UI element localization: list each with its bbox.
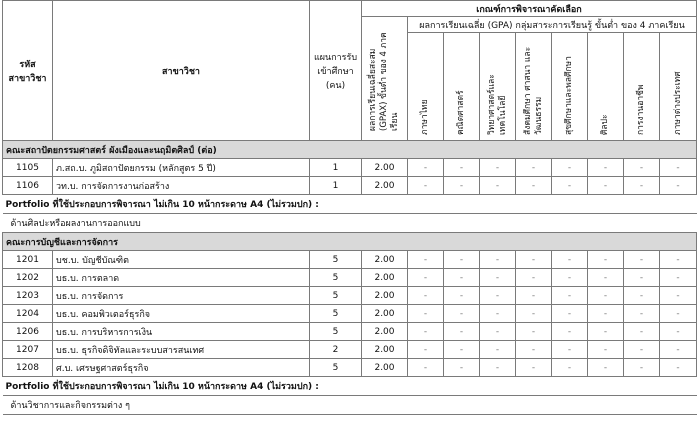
row-gpax: 2.00 (362, 251, 408, 269)
row-gpa-value: - (444, 287, 480, 305)
section-title: คณะการบัญชีและการจัดการ (3, 233, 697, 251)
row-gpa-value: - (552, 323, 588, 341)
row-gpa-value: - (552, 359, 588, 377)
row-code: 1201 (3, 251, 53, 269)
section-title: คณะสถาปัตยกรรมศาสตร์ ผังเมืองและนฤมิตศิลป์ (ต่อ) (3, 141, 697, 159)
row-gpa-value: - (408, 269, 444, 287)
row-gpa-value: - (660, 341, 697, 359)
row-gpa-value: - (660, 251, 697, 269)
row-gpa-value: - (480, 323, 516, 341)
row-gpa-value: - (408, 251, 444, 269)
table-row (3, 177, 697, 195)
row-plan: 2 (310, 341, 362, 359)
row-gpa-value: - (624, 305, 660, 323)
row-major: บธ.บ. การบริหารการเงิน (53, 323, 310, 341)
row-major: บธ.บ. คอมพิวเตอร์ธุรกิจ (53, 305, 310, 323)
row-gpa-value: - (516, 287, 552, 305)
row-gpa-value: - (624, 177, 660, 195)
row-gpa-value: - (660, 323, 697, 341)
row-gpa-value: - (408, 323, 444, 341)
row-code: 1207 (3, 341, 53, 359)
row-gpa-value: - (516, 341, 552, 359)
row-gpa-value: - (480, 341, 516, 359)
row-gpa-value: - (588, 341, 624, 359)
row-major: วท.บ. การจัดการงานก่อสร้าง (53, 177, 310, 195)
row-gpa-value: - (552, 341, 588, 359)
header-gpax: ผลการเรียนเฉลี่ยสะสม (GPAX) ขั้นต่ำ ของ 4 ภาคเรียน (362, 17, 408, 141)
header-subject: วิทยาศาสตร์และเทคโนโลยี (480, 33, 516, 141)
row-code: 1203 (3, 287, 53, 305)
row-gpa-value: - (588, 305, 624, 323)
row-gpax: 2.00 (362, 359, 408, 377)
row-gpa-value: - (480, 305, 516, 323)
row-gpa-value: - (588, 177, 624, 195)
row-gpa-value: - (660, 287, 697, 305)
row-code: 1208 (3, 359, 53, 377)
row-gpa-value: - (660, 305, 697, 323)
row-gpa-value: - (588, 287, 624, 305)
row-gpa-value: - (516, 269, 552, 287)
header-subject: ศิลปะ (588, 33, 624, 141)
row-gpa-value: - (516, 177, 552, 195)
row-gpa-value: - (444, 269, 480, 287)
row-plan: 5 (310, 269, 362, 287)
row-gpa-value: - (516, 305, 552, 323)
table-row (3, 287, 697, 305)
row-gpa-value: - (660, 359, 697, 377)
row-gpax: 2.00 (362, 341, 408, 359)
row-gpa-value: - (552, 287, 588, 305)
row-gpa-value: - (588, 359, 624, 377)
header-gpa-group: ผลการเรียนเฉลี่ย (GPA) กลุ่มสาระการเรียนรู้ ขั้นต่ำ ของ 4 ภาคเรียน (408, 17, 697, 33)
row-gpa-value: - (624, 359, 660, 377)
header-subject: ภาษาต่างประเทศ (660, 33, 697, 141)
row-major: ภ.สถ.บ. ภูมิสถาปัตยกรรม (หลักสูตร 5 ปี) (53, 159, 310, 177)
row-gpa-value: - (444, 323, 480, 341)
row-gpa-value: - (444, 159, 480, 177)
row-gpa-value: - (408, 359, 444, 377)
row-gpa-value: - (624, 287, 660, 305)
header-subject: สังคมศึกษา ศาสนา และวัฒนธรรม (516, 33, 552, 141)
row-gpax: 2.00 (362, 159, 408, 177)
portfolio-note-title: Portfolio ที่ใช้ประกอบการพิจารณา ไม่เกิน 10 หน้ากระดาษ A4 (ไม่รวมปก) : (3, 377, 697, 396)
row-gpa-value: - (516, 359, 552, 377)
row-plan: 5 (310, 251, 362, 269)
row-gpa-value: - (408, 341, 444, 359)
admission-criteria-table (2, 0, 697, 415)
row-gpa-value: - (408, 287, 444, 305)
row-code: 1105 (3, 159, 53, 177)
row-gpa-value: - (480, 159, 516, 177)
portfolio-note-body: ด้านศิลปะหรือผลงานการออกแบบ (3, 214, 697, 233)
row-major: บธ.บ. การตลาด (53, 269, 310, 287)
row-gpa-value: - (516, 159, 552, 177)
row-gpa-value: - (516, 323, 552, 341)
row-gpax: 2.00 (362, 305, 408, 323)
header-criteria: เกณฑ์การพิจารณาคัดเลือก (362, 1, 697, 17)
row-gpa-value: - (444, 305, 480, 323)
header-plan: แผนการรับ เข้าศึกษา (คน) (310, 1, 362, 141)
row-gpa-value: - (660, 177, 697, 195)
row-gpa-value: - (624, 269, 660, 287)
row-gpa-value: - (552, 177, 588, 195)
row-major: ศ.บ. เศรษฐศาสตร์ธุรกิจ (53, 359, 310, 377)
table-row (3, 341, 697, 359)
row-plan: 5 (310, 359, 362, 377)
table-row (3, 269, 697, 287)
row-gpa-value: - (588, 251, 624, 269)
row-gpa-value: - (408, 159, 444, 177)
row-gpa-value: - (480, 251, 516, 269)
row-plan: 5 (310, 287, 362, 305)
row-major: บธ.บ. ธุรกิจดิจิทัลและระบบสารสนเทศ (53, 341, 310, 359)
row-code: 1206 (3, 323, 53, 341)
table-row (3, 251, 697, 269)
row-gpa-value: - (444, 341, 480, 359)
row-code: 1106 (3, 177, 53, 195)
header-code: รหัส สาขาวิชา (3, 1, 53, 141)
row-gpa-value: - (588, 269, 624, 287)
row-plan: 1 (310, 177, 362, 195)
table-row (3, 305, 697, 323)
table-row (3, 159, 697, 177)
row-gpa-value: - (552, 269, 588, 287)
row-gpax: 2.00 (362, 287, 408, 305)
row-gpa-value: - (516, 251, 552, 269)
row-gpax: 2.00 (362, 323, 408, 341)
row-gpa-value: - (480, 359, 516, 377)
table-row (3, 323, 697, 341)
header-subject: ภาษาไทย (408, 33, 444, 141)
header-subject: การงานอาชีพ (624, 33, 660, 141)
row-gpa-value: - (660, 269, 697, 287)
row-gpa-value: - (624, 251, 660, 269)
row-gpa-value: - (480, 269, 516, 287)
portfolio-note-body: ด้านวิชาการและกิจกรรมต่าง ๆ (3, 396, 697, 415)
row-gpa-value: - (624, 341, 660, 359)
row-code: 1204 (3, 305, 53, 323)
row-major: บช.บ. บัญชีบัณฑิต (53, 251, 310, 269)
row-gpa-value: - (444, 251, 480, 269)
header-subject: สุขศึกษาและพลศึกษา (552, 33, 588, 141)
row-gpa-value: - (624, 159, 660, 177)
row-code: 1202 (3, 269, 53, 287)
row-major: บธ.บ. การจัดการ (53, 287, 310, 305)
row-gpa-value: - (408, 305, 444, 323)
row-plan: 5 (310, 323, 362, 341)
row-plan: 1 (310, 159, 362, 177)
row-gpax: 2.00 (362, 269, 408, 287)
row-gpa-value: - (552, 159, 588, 177)
row-gpa-value: - (444, 359, 480, 377)
row-gpax: 2.00 (362, 177, 408, 195)
row-plan: 5 (310, 305, 362, 323)
row-gpa-value: - (624, 323, 660, 341)
portfolio-note-title: Portfolio ที่ใช้ประกอบการพิจารณา ไม่เกิน 10 หน้ากระดาษ A4 (ไม่รวมปก) : (3, 195, 697, 214)
row-gpa-value: - (660, 159, 697, 177)
row-gpa-value: - (480, 287, 516, 305)
row-gpa-value: - (480, 177, 516, 195)
row-gpa-value: - (588, 323, 624, 341)
row-gpa-value: - (552, 251, 588, 269)
table-row (3, 359, 697, 377)
row-gpa-value: - (552, 305, 588, 323)
header-major: สาขาวิชา (53, 1, 310, 141)
row-gpa-value: - (408, 177, 444, 195)
row-gpa-value: - (444, 177, 480, 195)
header-subject: คณิตศาสตร์ (444, 33, 480, 141)
row-gpa-value: - (588, 159, 624, 177)
